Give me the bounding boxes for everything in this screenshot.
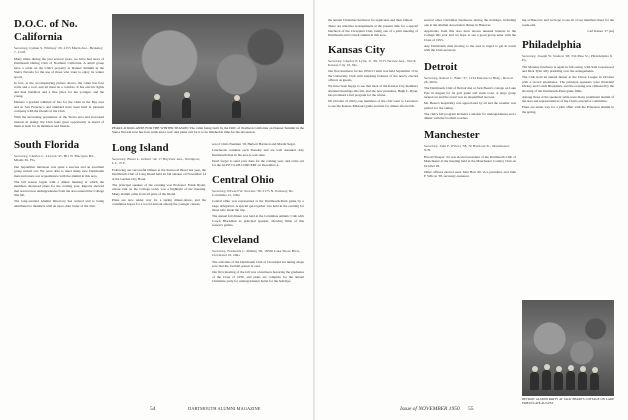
paragraph: Applicants from this area have shown unusual interest in the College this year and we hope to see a good group enter with the Class of 1955. xyxy=(424,28,516,42)
paragraph: The Dartmouth Club of Detroit met at Jack Beare's cottage on Lake Erie in August for its golf game and steak roast. A large group turned out and the event was an unqualified success. xyxy=(424,86,516,100)
paragraph: The fall season began with a dinner meeting at which the members discussed plans for the coming year. Reports showed that several new undergraduates from the area entered the College this fall. xyxy=(14,179,104,198)
section-title-south-florida: South Florida xyxy=(14,138,80,151)
issue-date-footer: Issue of NOVEMBER 1950 xyxy=(400,406,460,412)
paragraph: son of Chris Neuman '18, Herbert Harrison and Martin Segal. xyxy=(212,142,296,146)
paragraph: The club's fall program includes a smoker for undergraduates and a dinner with the football coaches. xyxy=(424,111,516,121)
cabin-photo-caption: PEARL-O ROO-ANSE FOR THE WINTER SEASON: The cabin being built by the DOC of Northern California on Donner Summit in the Sierra Nevada now has four walls and a roof, and plans call for it to be finished in time for the ski season. xyxy=(112,126,304,135)
right-col-2 xyxy=(424,18,516,180)
paragraph: Plans are under way for a joint affair with the Princeton alumni in the spring. xyxy=(522,105,614,114)
paragraph: The Monday luncheon is again in full swing, with Sam Greenwood and Dick Tyler ably presiding over the arrangements. xyxy=(522,64,614,74)
paragraph: Our September luncheon was quite a success and an excellent group turned out. We were able to meet many new Dartmouth men and renew our acquaintance with the alumni in this area. xyxy=(14,164,104,178)
paragraph: Our first luncheon for the 1950-51 term was held September 15 in the University Club with inspiring features of the newly elected officers as guests. xyxy=(328,69,418,83)
section-byline: Secretary, Charles C. Lawton '47, 801 N. Biscayne Bd., Miami 36, Fla. xyxy=(14,153,95,163)
right-col-3 xyxy=(522,18,614,116)
paragraph: On October 21 thirty-one members of the club went to Lawrence to see the Kansas-Missouri game and met for dinner afterwards. xyxy=(328,99,418,108)
paragraph: Don't forget to send your dues for the coming year, and come out for the GLEE CLUB CONCERT on December 4. xyxy=(212,158,304,167)
paragraph: Mr. Beare's hospitality was appreciated by all and the weather was perfect for the outing. xyxy=(424,101,516,110)
signature: Carl Kaiser '17 (aa) xyxy=(587,28,614,33)
paragraph: With the increasing population of the Sierra area and increased interest in skiing, the Club feels great opportunity is ahead of them at least for its members and friends. xyxy=(14,115,104,129)
section-title-kansas-city: Kansas City xyxy=(328,43,386,56)
paragraph: There are tentative arrangements at the present time for a special luncheon of the Cleveland Club, being one of a joint meeting of Dartmouth and Cornell alumni in this area. xyxy=(328,24,418,37)
paragraph: We have been happy to see that most of the Kansas City members attended meetings this fall, and the new president, Hugh C. Ryan, has promised a full program for the winter. xyxy=(328,84,418,98)
section-title-manchester: Manchester xyxy=(424,128,480,141)
paragraph: The Club held its annual dinner at the Union League in October with a record attendance. The principal speakers were President Dickey and Coach Blackman, and the evening was climaxed by the showing of the Dartmouth-Penn game films. xyxy=(522,75,614,93)
section-byline: Secretary, Robert C. Blair '37, 1234 Penobscot Bldg., Detroit 26, Mich. xyxy=(424,75,513,84)
section-title-philadelphia: Philadelphia xyxy=(522,39,582,51)
paragraph: Harold Sleeper '24 was elected president of the Dartmouth Club of Manchester at the meeting held at the Manchester Country Club on October 26. xyxy=(424,154,516,168)
paragraph: the annual Christmas luncheon for applicants and their fathers. xyxy=(328,18,414,22)
paragraph: The long-awaited Alumni Directory has arrived and is being distributed to members with an up-to-date roster of the club. xyxy=(14,199,104,208)
paragraph: Dinners a gradual whittled of fats for the cabin in the Bay area and in San Francisco and Oakland have been held in pleasant company with the friends of the Club. xyxy=(14,100,104,114)
section-title-detroit: Detroit xyxy=(424,60,458,73)
section-byline: Secretary, John F. Wilcox '38, 70 Harrison St., Manchester, N.H. xyxy=(424,143,510,153)
section-byline: Secretary, Lyman S. Whitney '20, 2155 Marin Ave., Berkeley 7, Calif. xyxy=(14,46,103,55)
paragraph: Plans are now under way for a spring dinner-dance, and the committee hopes for a record turnout among the younger classes. xyxy=(112,197,206,207)
paragraph: Other officers elected were John Hart '40, vice president, and John F. Wilcox '38, secretary-treasurer. xyxy=(424,169,516,179)
paragraph: Following our successful Dinner at the Sunwood Hotel last year, the Dartmouth Club of Long Island held its fall smoker on November 14 at the Garden City Hotel. xyxy=(112,167,206,181)
paragraph: Any Dartmouth man moving to the area is urged to get in touch with the Club secretary. xyxy=(424,43,516,52)
page-gutter xyxy=(313,0,315,420)
paragraph: ing at Hanover, and we hope to see all of our members there for the week-end. xyxy=(522,18,614,27)
page-number-left: 54 xyxy=(150,406,156,412)
detroit-party-photo xyxy=(522,300,614,396)
paragraph: Central Ohio was represented at the Dartmouth-Penn game by a large delegation. A special get-together was held in the evening for those who made the trip. xyxy=(212,199,304,213)
left-col-1 xyxy=(14,18,104,210)
section-byline: Secretary, Charles F. Lytle, Jr. '36, 3715 Terrace Ave., North Kansas City 16, Mo. xyxy=(328,58,416,67)
paragraph: Our first meeting of the fall was a luncheon honoring the graduates of the Class of 1950, and plans are complete for the annual Christmas party for undergraduates home for the holidays. xyxy=(212,270,304,284)
section-byline: Secretary, Joseph W. Stanton '28, 334 Pine St., Philadelphia 6, Pa. xyxy=(522,54,613,63)
cabin-photo xyxy=(112,14,304,124)
paragraph: Many times during the past several years, we have had news of Dartmouth Outing Club of Northern California. A small group have a cabin on the Club's property at Donner Summit in the Sierra Nevada for the use of those who want to enjoy its winter sports. xyxy=(14,56,104,79)
section-title-long-island: Long Island xyxy=(112,142,169,154)
section-title-central-ohio: Central Ohio xyxy=(212,173,275,186)
section-byline: Secretary, Bruce L. Gilbert '42, 17 Bayview Ave., Northport, L.I., N.Y. xyxy=(112,157,201,166)
left-col-2 xyxy=(112,142,206,208)
detroit-photo-caption: DETROIT ALUMNI PARTY AT JACK BEARE'S COTTAGE ON LAKE ERIE IN LATE AUGUST xyxy=(522,397,614,405)
paragraph: The principal speaker of the evening was Professor Frank Ryder, whose talk on the College today was a highlight of the meeting. Many alumni came from all parts of the Island. xyxy=(112,182,206,196)
right-col-1 xyxy=(328,18,418,110)
page-number-right: 55 xyxy=(468,406,474,412)
paragraph: several other Christmas luncheons during the holidays, including one at the Alumni Association dinner in Hanover. xyxy=(424,18,516,27)
section-byline: Secretary, Frederick C. Minnig '49, 18500 Lake Shore Blvd., Cleveland 19, Ohio xyxy=(212,248,301,258)
section-title-northern-california: D.O.C. of No. California xyxy=(14,18,78,43)
magazine-name-footer: DARTMOUTH ALUMNI MAGAZINE xyxy=(188,406,261,411)
section-title-cleveland: Cleveland xyxy=(212,233,260,246)
left-col-3 xyxy=(212,142,304,285)
paragraph: Among those at the speakers' table were many prominent alumni of the area and representatives of the Club's executive committee. xyxy=(522,94,614,104)
paragraph: Luncheons continue each Tuesday and are well attended. Any Dartmouth man in the area is welcome. xyxy=(212,148,304,157)
paragraph: The annual fall dinner was held at the Columbus Athletic Club with Coach Blackman as principal speaker, showing films of this season's games. xyxy=(212,214,304,228)
section-byline: Secretary, Edward W. Stevens '38, 2175 N. Parkway Dr., Columbus 21, Ohio xyxy=(212,188,295,197)
paragraph: In fact, at the accompanying picture shows, the cabin has four walls and a roof, and all must be a comfort. It has electric lights and heat installed, and a fine place for the younger, and the young. xyxy=(14,80,104,99)
paragraph: The activities of the Dartmouth Club of Cleveland are taking shape now that the football season is over. xyxy=(212,259,304,269)
